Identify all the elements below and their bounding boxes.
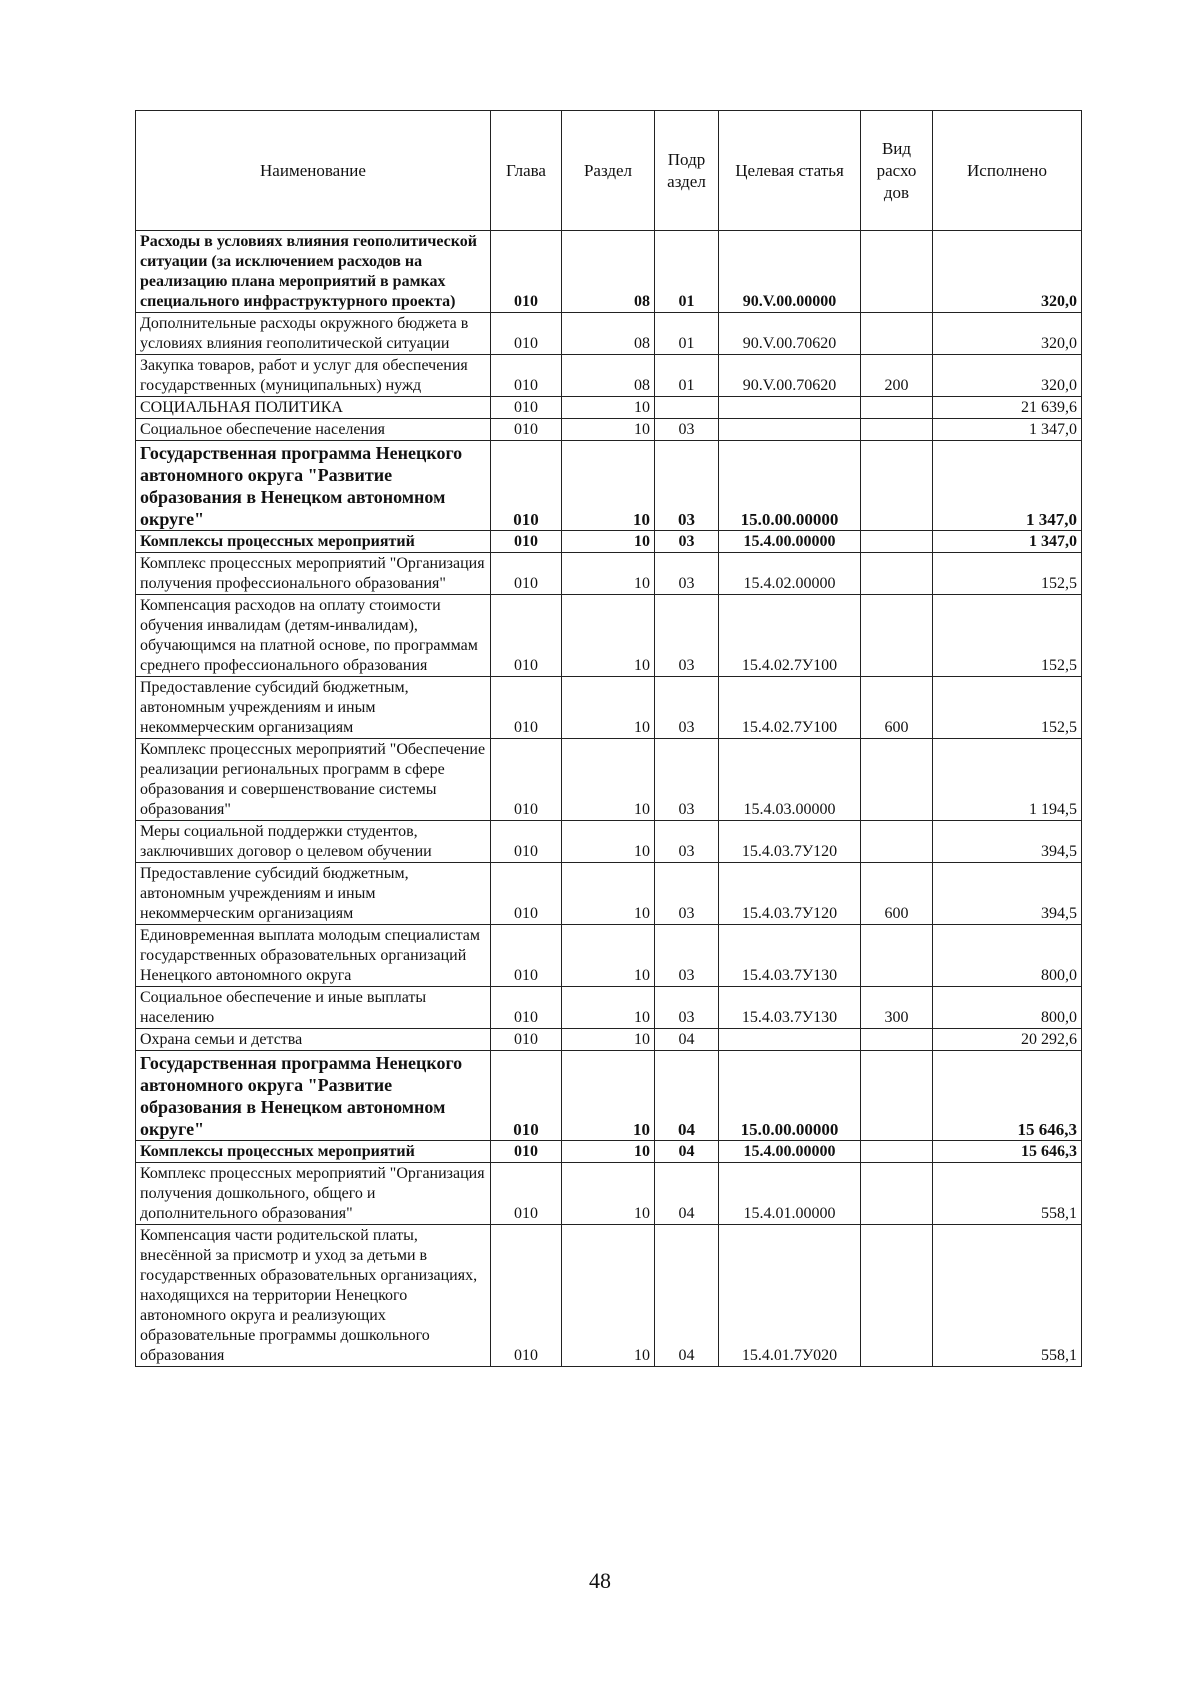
cell-razdel: 10 [562, 821, 655, 863]
cell-glava: 010 [491, 419, 562, 441]
cell-tselevaya [719, 397, 861, 419]
cell-vid: 600 [861, 677, 933, 739]
cell-tselevaya: 15.4.03.00000 [719, 739, 861, 821]
budget-table [135, 110, 1082, 1367]
cell-glava: 010 [491, 821, 562, 863]
cell-tselevaya: 15.4.01.7У020 [719, 1225, 861, 1367]
cell-razdel: 08 [562, 355, 655, 397]
cell-vid [861, 231, 933, 313]
cell-name: Охрана семьи и детства [136, 1029, 491, 1051]
table-row [136, 595, 1082, 677]
cell-ispolneno: 15 646,3 [933, 1141, 1082, 1163]
cell-glava: 010 [491, 925, 562, 987]
cell-ispolneno: 558,1 [933, 1163, 1082, 1225]
cell-vid [861, 739, 933, 821]
cell-vid [861, 595, 933, 677]
cell-vid [861, 821, 933, 863]
cell-razdel: 10 [562, 925, 655, 987]
table-row [136, 1029, 1082, 1051]
cell-ispolneno: 394,5 [933, 821, 1082, 863]
cell-vid [861, 441, 933, 531]
cell-razdel: 10 [562, 1163, 655, 1225]
cell-glava: 010 [491, 1051, 562, 1141]
cell-razdel: 08 [562, 231, 655, 313]
cell-podrazdel: 03 [655, 821, 719, 863]
cell-name: Комплексы процессных мероприятий [136, 531, 491, 553]
table-row [136, 821, 1082, 863]
cell-vid [861, 1225, 933, 1367]
cell-vid [861, 313, 933, 355]
table-row [136, 419, 1082, 441]
cell-ispolneno: 15 646,3 [933, 1051, 1082, 1141]
cell-podrazdel: 03 [655, 925, 719, 987]
cell-vid [861, 553, 933, 595]
cell-razdel: 10 [562, 1051, 655, 1141]
cell-tselevaya: 15.4.03.7У120 [719, 821, 861, 863]
cell-tselevaya: 15.4.02.7У100 [719, 595, 861, 677]
cell-podrazdel: 04 [655, 1163, 719, 1225]
cell-tselevaya: 15.4.02.7У100 [719, 677, 861, 739]
cell-name: Социальное обеспечение населения [136, 419, 491, 441]
cell-razdel: 10 [562, 441, 655, 531]
header-ispolneno: Исполнено [933, 111, 1082, 231]
cell-razdel: 10 [562, 739, 655, 821]
cell-tselevaya: 15.0.00.00000 [719, 1051, 861, 1141]
cell-glava: 010 [491, 863, 562, 925]
table-row [136, 441, 1082, 531]
table-row [136, 925, 1082, 987]
cell-razdel: 10 [562, 677, 655, 739]
cell-vid [861, 419, 933, 441]
cell-podrazdel: 04 [655, 1029, 719, 1051]
cell-name: Компенсация части родительской платы, внесённой за присмотр и уход за детьми в государственных образовательных организациях, находящихся на территории Ненецкого автономного округа и реализующих образовательные программы дошкольного образования [136, 1225, 491, 1367]
cell-ispolneno: 320,0 [933, 313, 1082, 355]
cell-razdel: 10 [562, 595, 655, 677]
table-row [136, 231, 1082, 313]
cell-glava: 010 [491, 987, 562, 1029]
cell-glava: 010 [491, 355, 562, 397]
cell-tselevaya: 90.V.00.00000 [719, 231, 861, 313]
cell-razdel: 10 [562, 863, 655, 925]
cell-podrazdel: 01 [655, 313, 719, 355]
table-row [136, 863, 1082, 925]
cell-podrazdel: 04 [655, 1051, 719, 1141]
cell-ispolneno: 1 347,0 [933, 419, 1082, 441]
cell-razdel: 08 [562, 313, 655, 355]
cell-name: Компенсация расходов на оплату стоимости обучения инвалидам (детям-инвалидам), обучающимся на платной основе, по программам среднего профессионального образования [136, 595, 491, 677]
cell-podrazdel: 01 [655, 355, 719, 397]
cell-podrazdel: 01 [655, 231, 719, 313]
cell-tselevaya: 15.4.03.7У130 [719, 987, 861, 1029]
cell-vid [861, 1029, 933, 1051]
cell-glava: 010 [491, 313, 562, 355]
cell-name: Социальное обеспечение и иные выплаты населению [136, 987, 491, 1029]
cell-podrazdel: 03 [655, 441, 719, 531]
cell-razdel: 10 [562, 553, 655, 595]
cell-name: Закупка товаров, работ и услуг для обеспечения государственных (муниципальных) нужд [136, 355, 491, 397]
cell-glava: 010 [491, 595, 562, 677]
cell-name: Предоставление субсидий бюджетным, автономным учреждениям и иным некоммерческим организациям [136, 677, 491, 739]
cell-name: Расходы в условиях влияния геополитической ситуации (за исключением расходов на реализацию плана мероприятий в рамках специального инфраструктурного проекта) [136, 231, 491, 313]
cell-glava: 010 [491, 1225, 562, 1367]
table-row [136, 987, 1082, 1029]
cell-tselevaya [719, 419, 861, 441]
cell-name: Дополнительные расходы окружного бюджета в условиях влияния геополитической ситуации [136, 313, 491, 355]
cell-ispolneno: 320,0 [933, 231, 1082, 313]
cell-glava: 010 [491, 531, 562, 553]
cell-name: Комплексы процессных мероприятий [136, 1141, 491, 1163]
header-vid: Вид расхо дов [861, 111, 933, 231]
cell-podrazdel: 03 [655, 553, 719, 595]
cell-tselevaya: 15.4.02.00000 [719, 553, 861, 595]
table-row [136, 1141, 1082, 1163]
cell-name: Предоставление субсидий бюджетным, автономным учреждениям и иным некоммерческим организациям [136, 863, 491, 925]
cell-vid [861, 925, 933, 987]
cell-podrazdel [655, 397, 719, 419]
cell-podrazdel: 03 [655, 419, 719, 441]
cell-tselevaya [719, 1029, 861, 1051]
cell-podrazdel: 03 [655, 595, 719, 677]
cell-tselevaya: 15.4.03.7У130 [719, 925, 861, 987]
cell-tselevaya: 15.0.00.00000 [719, 441, 861, 531]
cell-name: Государственная программа Ненецкого автономного округа "Развитие образования в Ненецком автономном округе" [136, 1051, 491, 1141]
cell-ispolneno: 1 347,0 [933, 531, 1082, 553]
cell-glava: 010 [491, 1163, 562, 1225]
cell-glava: 010 [491, 739, 562, 821]
cell-podrazdel: 03 [655, 531, 719, 553]
cell-glava: 010 [491, 397, 562, 419]
header-tselevaya: Целевая статья [719, 111, 861, 231]
table-row [136, 1051, 1082, 1141]
header-razdel: Раздел [562, 111, 655, 231]
cell-tselevaya: 15.4.00.00000 [719, 1141, 861, 1163]
cell-ispolneno: 20 292,6 [933, 1029, 1082, 1051]
table-row [136, 397, 1082, 419]
cell-name: СОЦИАЛЬНАЯ ПОЛИТИКА [136, 397, 491, 419]
cell-razdel: 10 [562, 1029, 655, 1051]
cell-ispolneno: 21 639,6 [933, 397, 1082, 419]
table-row [136, 1225, 1082, 1367]
cell-glava: 010 [491, 677, 562, 739]
cell-ispolneno: 800,0 [933, 987, 1082, 1029]
table-row [136, 677, 1082, 739]
cell-vid [861, 1051, 933, 1141]
header-name: Наименование [136, 111, 491, 231]
cell-name: Меры социальной поддержки студентов, заключивших договор о целевом обучении [136, 821, 491, 863]
table-row [136, 1163, 1082, 1225]
cell-vid [861, 397, 933, 419]
table-row [136, 739, 1082, 821]
cell-podrazdel: 03 [655, 739, 719, 821]
cell-vid: 200 [861, 355, 933, 397]
cell-ispolneno: 1 347,0 [933, 441, 1082, 531]
cell-vid: 300 [861, 987, 933, 1029]
table-row [136, 531, 1082, 553]
cell-podrazdel: 04 [655, 1141, 719, 1163]
cell-vid [861, 1163, 933, 1225]
header-glava: Глава [491, 111, 562, 231]
table-row [136, 355, 1082, 397]
page-number: 48 [589, 1568, 611, 1593]
cell-name: Комплекс процессных мероприятий "Организация получения профессионального образования" [136, 553, 491, 595]
cell-tselevaya: 15.4.01.00000 [719, 1163, 861, 1225]
cell-name: Комплекс процессных мероприятий "Обеспечение реализации региональных программ в сфере образования и совершенствование системы образования" [136, 739, 491, 821]
cell-razdel: 10 [562, 397, 655, 419]
table-body [136, 231, 1082, 1367]
cell-podrazdel: 03 [655, 987, 719, 1029]
cell-name: Единовременная выплата молодым специалистам государственных образовательных организаций Ненецкого автономного округа [136, 925, 491, 987]
cell-ispolneno: 152,5 [933, 595, 1082, 677]
cell-podrazdel: 04 [655, 1225, 719, 1367]
cell-tselevaya: 15.4.03.7У120 [719, 863, 861, 925]
cell-podrazdel: 03 [655, 863, 719, 925]
cell-tselevaya: 90.V.00.70620 [719, 355, 861, 397]
cell-name: Государственная программа Ненецкого автономного округа "Развитие образования в Ненецком автономном округе" [136, 441, 491, 531]
cell-razdel: 10 [562, 987, 655, 1029]
cell-podrazdel: 03 [655, 677, 719, 739]
cell-ispolneno: 320,0 [933, 355, 1082, 397]
cell-ispolneno: 152,5 [933, 677, 1082, 739]
cell-tselevaya: 90.V.00.70620 [719, 313, 861, 355]
cell-ispolneno: 152,5 [933, 553, 1082, 595]
cell-razdel: 10 [562, 1225, 655, 1367]
cell-razdel: 10 [562, 531, 655, 553]
cell-glava: 010 [491, 441, 562, 531]
cell-name: Комплекс процессных мероприятий "Организация получения дошкольного, общего и дополнительного образования" [136, 1163, 491, 1225]
table-row [136, 553, 1082, 595]
header-row [136, 111, 1082, 231]
cell-razdel: 10 [562, 1141, 655, 1163]
cell-glava: 010 [491, 1141, 562, 1163]
cell-vid [861, 1141, 933, 1163]
cell-razdel: 10 [562, 419, 655, 441]
table-row [136, 313, 1082, 355]
cell-tselevaya: 15.4.00.00000 [719, 531, 861, 553]
cell-ispolneno: 394,5 [933, 863, 1082, 925]
cell-ispolneno: 800,0 [933, 925, 1082, 987]
cell-glava: 010 [491, 231, 562, 313]
cell-vid [861, 531, 933, 553]
header-podrazdel: Подр аздел [655, 111, 719, 231]
cell-glava: 010 [491, 1029, 562, 1051]
cell-ispolneno: 558,1 [933, 1225, 1082, 1367]
cell-glava: 010 [491, 553, 562, 595]
cell-ispolneno: 1 194,5 [933, 739, 1082, 821]
cell-vid: 600 [861, 863, 933, 925]
